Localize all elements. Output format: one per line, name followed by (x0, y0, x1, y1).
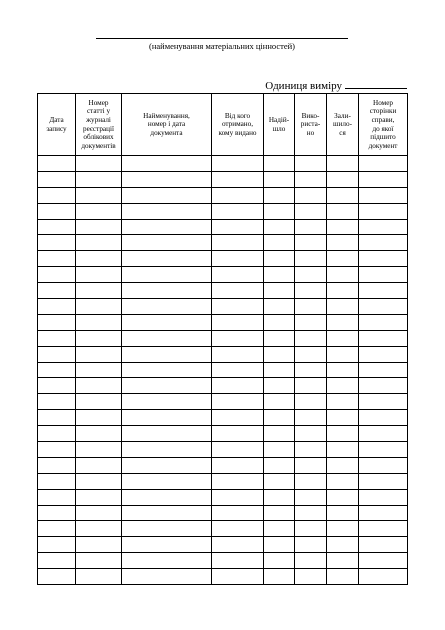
table-cell[interactable] (359, 521, 408, 537)
table-cell[interactable] (212, 410, 264, 426)
table-cell[interactable] (76, 489, 122, 505)
table-cell[interactable] (264, 346, 295, 362)
table-cell[interactable] (212, 426, 264, 442)
table-cell[interactable] (359, 362, 408, 378)
table-row (38, 442, 408, 458)
table-cell[interactable] (264, 457, 295, 473)
table-cell[interactable] (38, 235, 76, 251)
table-cell[interactable] (212, 457, 264, 473)
table-cell[interactable] (359, 299, 408, 315)
table-row (38, 267, 408, 283)
table-cell[interactable] (264, 299, 295, 315)
table-row (38, 426, 408, 442)
table-cell[interactable] (359, 569, 408, 585)
table-cell[interactable] (295, 362, 327, 378)
table-cell[interactable] (264, 505, 295, 521)
table-cell[interactable] (327, 171, 359, 187)
table-cell[interactable] (295, 251, 327, 267)
table-cell[interactable] (295, 537, 327, 553)
table-cell[interactable] (264, 473, 295, 489)
table-cell[interactable] (212, 283, 264, 299)
table-row (38, 553, 408, 569)
table-cell[interactable] (76, 569, 122, 585)
table-cell[interactable] (295, 330, 327, 346)
table-cell[interactable] (327, 473, 359, 489)
table-cell[interactable] (76, 378, 122, 394)
table-cell[interactable] (295, 553, 327, 569)
table-cell[interactable] (122, 346, 212, 362)
table-cell[interactable] (327, 299, 359, 315)
table-cell[interactable] (295, 457, 327, 473)
table-cell[interactable] (122, 505, 212, 521)
table-row (38, 521, 408, 537)
table-cell[interactable] (359, 410, 408, 426)
table-cell[interactable] (76, 219, 122, 235)
table-cell[interactable] (76, 346, 122, 362)
table-cell[interactable] (264, 410, 295, 426)
table-cell[interactable] (295, 426, 327, 442)
table-cell[interactable] (327, 235, 359, 251)
table-cell[interactable] (38, 362, 76, 378)
table-cell[interactable] (38, 219, 76, 235)
table-row (38, 219, 408, 235)
table-cell[interactable] (212, 553, 264, 569)
table-cell[interactable] (76, 410, 122, 426)
table-cell[interactable] (327, 489, 359, 505)
table-cell[interactable] (295, 346, 327, 362)
table-cell[interactable] (76, 473, 122, 489)
table-cell[interactable] (295, 219, 327, 235)
table-cell[interactable] (38, 410, 76, 426)
table-row (38, 299, 408, 315)
table-cell[interactable] (122, 521, 212, 537)
table-cell[interactable] (76, 394, 122, 410)
table-cell[interactable] (122, 203, 212, 219)
table-cell[interactable] (295, 299, 327, 315)
table-cell[interactable] (122, 299, 212, 315)
table-cell[interactable] (212, 267, 264, 283)
table-cell[interactable] (295, 156, 327, 172)
material-name-line (96, 38, 348, 39)
table-cell[interactable] (76, 267, 122, 283)
table-cell[interactable] (359, 235, 408, 251)
table-cell[interactable] (38, 394, 76, 410)
table-cell[interactable] (76, 553, 122, 569)
table-cell[interactable] (212, 156, 264, 172)
unit-of-measure (265, 78, 407, 93)
table-cell[interactable] (295, 171, 327, 187)
table-cell[interactable] (212, 394, 264, 410)
table-cell[interactable] (76, 362, 122, 378)
table-row (38, 378, 408, 394)
table-cell[interactable] (38, 346, 76, 362)
table-cell[interactable] (212, 219, 264, 235)
table-cell[interactable] (76, 442, 122, 458)
table-cell[interactable] (76, 314, 122, 330)
table-cell[interactable] (38, 267, 76, 283)
table-cell[interactable] (212, 473, 264, 489)
table-cell[interactable] (359, 553, 408, 569)
table-cell[interactable] (359, 537, 408, 553)
table-cell[interactable] (76, 457, 122, 473)
table-cell[interactable] (295, 283, 327, 299)
table-row (38, 505, 408, 521)
table-cell[interactable] (264, 203, 295, 219)
table-row (38, 457, 408, 473)
table-cell[interactable] (264, 378, 295, 394)
table-cell[interactable] (327, 426, 359, 442)
table-cell[interactable] (327, 569, 359, 585)
table-cell[interactable] (264, 219, 295, 235)
unit-of-measure-blank[interactable] (345, 78, 407, 89)
table-cell[interactable] (122, 251, 212, 267)
table-cell[interactable] (38, 553, 76, 569)
col-header-remaining: Зали- шило- ся (327, 94, 359, 156)
table-cell[interactable] (38, 314, 76, 330)
table-cell[interactable] (359, 473, 408, 489)
table-cell[interactable] (264, 251, 295, 267)
table-cell[interactable] (38, 457, 76, 473)
header-row (38, 94, 408, 156)
table-cell[interactable] (212, 314, 264, 330)
table-cell[interactable] (359, 394, 408, 410)
table-cell[interactable] (122, 442, 212, 458)
table-cell[interactable] (264, 394, 295, 410)
table-cell[interactable] (122, 187, 212, 203)
table-cell[interactable] (122, 489, 212, 505)
table-row (38, 537, 408, 553)
table-cell[interactable] (295, 187, 327, 203)
table-row (38, 283, 408, 299)
col-header-page-number: Номер сторінки справи, до якої підшито документ (359, 94, 408, 156)
table-cell[interactable] (122, 457, 212, 473)
table-row (38, 314, 408, 330)
table-cell[interactable] (212, 171, 264, 187)
table-cell[interactable] (76, 505, 122, 521)
table-cell[interactable] (76, 299, 122, 315)
table-cell[interactable] (264, 283, 295, 299)
table-row (38, 362, 408, 378)
table-cell[interactable] (327, 362, 359, 378)
table-cell[interactable] (38, 187, 76, 203)
table-cell[interactable] (122, 330, 212, 346)
table-cell[interactable] (122, 569, 212, 585)
table-cell[interactable] (76, 187, 122, 203)
table-cell[interactable] (295, 394, 327, 410)
table-cell[interactable] (76, 251, 122, 267)
table-row (38, 235, 408, 251)
table-row (38, 473, 408, 489)
table-cell[interactable] (264, 569, 295, 585)
col-header-journal-number: Номер статті у журналі реєстрації облікових документів (76, 94, 122, 156)
table-cell[interactable] (122, 378, 212, 394)
table-cell[interactable] (327, 251, 359, 267)
table-row (38, 410, 408, 426)
table-cell[interactable] (38, 442, 76, 458)
table-cell[interactable] (295, 314, 327, 330)
table-cell[interactable] (264, 187, 295, 203)
table-cell[interactable] (38, 378, 76, 394)
table-cell[interactable] (38, 489, 76, 505)
table-cell[interactable] (327, 267, 359, 283)
table-cell[interactable] (212, 299, 264, 315)
table-cell[interactable] (264, 442, 295, 458)
ledger-body (38, 156, 408, 585)
table-cell[interactable] (264, 235, 295, 251)
material-name-caption: (найменування матеріальних цінностей) (149, 41, 295, 51)
col-header-received: Надій- шло (264, 94, 295, 156)
table-cell[interactable] (76, 235, 122, 251)
table-cell[interactable] (295, 267, 327, 283)
table-cell[interactable] (327, 505, 359, 521)
table-cell[interactable] (295, 489, 327, 505)
table-cell[interactable] (359, 442, 408, 458)
table-cell[interactable] (38, 505, 76, 521)
table-cell[interactable] (122, 235, 212, 251)
col-header-document: Найменування, номер і дата документа (122, 94, 212, 156)
table-cell[interactable] (264, 489, 295, 505)
table-cell[interactable] (264, 362, 295, 378)
table-row (38, 569, 408, 585)
table-cell[interactable] (212, 235, 264, 251)
table-cell[interactable] (38, 537, 76, 553)
table-cell[interactable] (122, 394, 212, 410)
table-cell[interactable] (264, 314, 295, 330)
table-cell[interactable] (76, 537, 122, 553)
table-cell[interactable] (327, 203, 359, 219)
table-cell[interactable] (295, 569, 327, 585)
table-cell[interactable] (327, 442, 359, 458)
table-cell[interactable] (122, 362, 212, 378)
table-cell[interactable] (122, 267, 212, 283)
table-cell[interactable] (76, 521, 122, 537)
ledger-table (37, 93, 408, 585)
table-cell[interactable] (264, 267, 295, 283)
table-cell[interactable] (327, 219, 359, 235)
table-cell[interactable] (359, 267, 408, 283)
table-cell[interactable] (264, 171, 295, 187)
table-cell[interactable] (359, 330, 408, 346)
table-cell[interactable] (295, 203, 327, 219)
table-cell[interactable] (76, 171, 122, 187)
table-cell[interactable] (264, 426, 295, 442)
table-row (38, 330, 408, 346)
table-cell[interactable] (212, 537, 264, 553)
table-cell[interactable] (327, 410, 359, 426)
table-cell[interactable] (38, 156, 76, 172)
table-cell[interactable] (359, 187, 408, 203)
table-cell[interactable] (38, 299, 76, 315)
table-row (38, 489, 408, 505)
table-cell[interactable] (295, 473, 327, 489)
table-cell[interactable] (38, 473, 76, 489)
table-cell[interactable] (38, 569, 76, 585)
table-cell[interactable] (122, 410, 212, 426)
table-cell[interactable] (38, 521, 76, 537)
table-cell[interactable] (295, 235, 327, 251)
table-cell[interactable] (327, 187, 359, 203)
table-cell[interactable] (359, 505, 408, 521)
table-cell[interactable] (212, 362, 264, 378)
table-cell[interactable] (76, 330, 122, 346)
table-cell[interactable] (295, 442, 327, 458)
table-cell[interactable] (359, 203, 408, 219)
table-row (38, 251, 408, 267)
table-cell[interactable] (122, 219, 212, 235)
table-cell[interactable] (212, 251, 264, 267)
table-cell[interactable] (76, 426, 122, 442)
table-row (38, 203, 408, 219)
table-cell[interactable] (212, 505, 264, 521)
table-cell[interactable] (359, 314, 408, 330)
table-cell[interactable] (359, 457, 408, 473)
table-cell[interactable] (122, 314, 212, 330)
table-cell[interactable] (122, 537, 212, 553)
col-header-used: Вико- риста- но (295, 94, 327, 156)
table-cell[interactable] (212, 569, 264, 585)
table-cell[interactable] (122, 283, 212, 299)
table-cell[interactable] (38, 171, 76, 187)
table-cell[interactable] (38, 251, 76, 267)
table-cell[interactable] (359, 283, 408, 299)
table-cell[interactable] (122, 426, 212, 442)
table-cell[interactable] (122, 171, 212, 187)
table-row (38, 394, 408, 410)
table-row (38, 346, 408, 362)
table-cell[interactable] (38, 283, 76, 299)
table-cell[interactable] (295, 378, 327, 394)
table-cell[interactable] (359, 378, 408, 394)
table-cell[interactable] (359, 489, 408, 505)
table-cell[interactable] (212, 489, 264, 505)
table-cell[interactable] (212, 203, 264, 219)
table-row (38, 156, 408, 172)
table-cell[interactable] (295, 410, 327, 426)
col-header-from-to: Від кого отримано, кому видано (212, 94, 264, 156)
table-cell[interactable] (295, 505, 327, 521)
table-cell[interactable] (38, 330, 76, 346)
table-cell[interactable] (212, 378, 264, 394)
table-row (38, 171, 408, 187)
table-cell[interactable] (38, 203, 76, 219)
table-cell[interactable] (264, 521, 295, 537)
table-row (38, 187, 408, 203)
table-cell[interactable] (212, 346, 264, 362)
table-cell[interactable] (264, 156, 295, 172)
table-cell[interactable] (359, 171, 408, 187)
table-cell[interactable] (327, 378, 359, 394)
table-cell[interactable] (76, 156, 122, 172)
table-cell[interactable] (212, 187, 264, 203)
table-cell[interactable] (38, 426, 76, 442)
col-header-date: Дата запису (38, 94, 76, 156)
table-cell[interactable] (212, 521, 264, 537)
table-cell[interactable] (327, 457, 359, 473)
table-cell[interactable] (327, 330, 359, 346)
table-cell[interactable] (76, 283, 122, 299)
table-cell[interactable] (264, 537, 295, 553)
table-cell[interactable] (76, 203, 122, 219)
table-cell[interactable] (264, 553, 295, 569)
table-cell[interactable] (327, 156, 359, 172)
table-cell[interactable] (359, 346, 408, 362)
table-cell[interactable] (295, 521, 327, 537)
table-cell[interactable] (327, 537, 359, 553)
table-cell[interactable] (327, 521, 359, 537)
table-cell[interactable] (212, 330, 264, 346)
table-cell[interactable] (122, 553, 212, 569)
table-cell[interactable] (122, 156, 212, 172)
table-cell[interactable] (264, 330, 295, 346)
unit-of-measure-label: Одиниця виміру (265, 80, 342, 92)
table-cell[interactable] (359, 219, 408, 235)
table-cell[interactable] (359, 251, 408, 267)
table-cell[interactable] (212, 442, 264, 458)
table-cell[interactable] (359, 426, 408, 442)
table-cell[interactable] (327, 394, 359, 410)
table-cell[interactable] (327, 346, 359, 362)
table-cell[interactable] (359, 156, 408, 172)
table-cell[interactable] (327, 553, 359, 569)
table-cell[interactable] (327, 283, 359, 299)
table-cell[interactable] (122, 473, 212, 489)
table-cell[interactable] (327, 314, 359, 330)
